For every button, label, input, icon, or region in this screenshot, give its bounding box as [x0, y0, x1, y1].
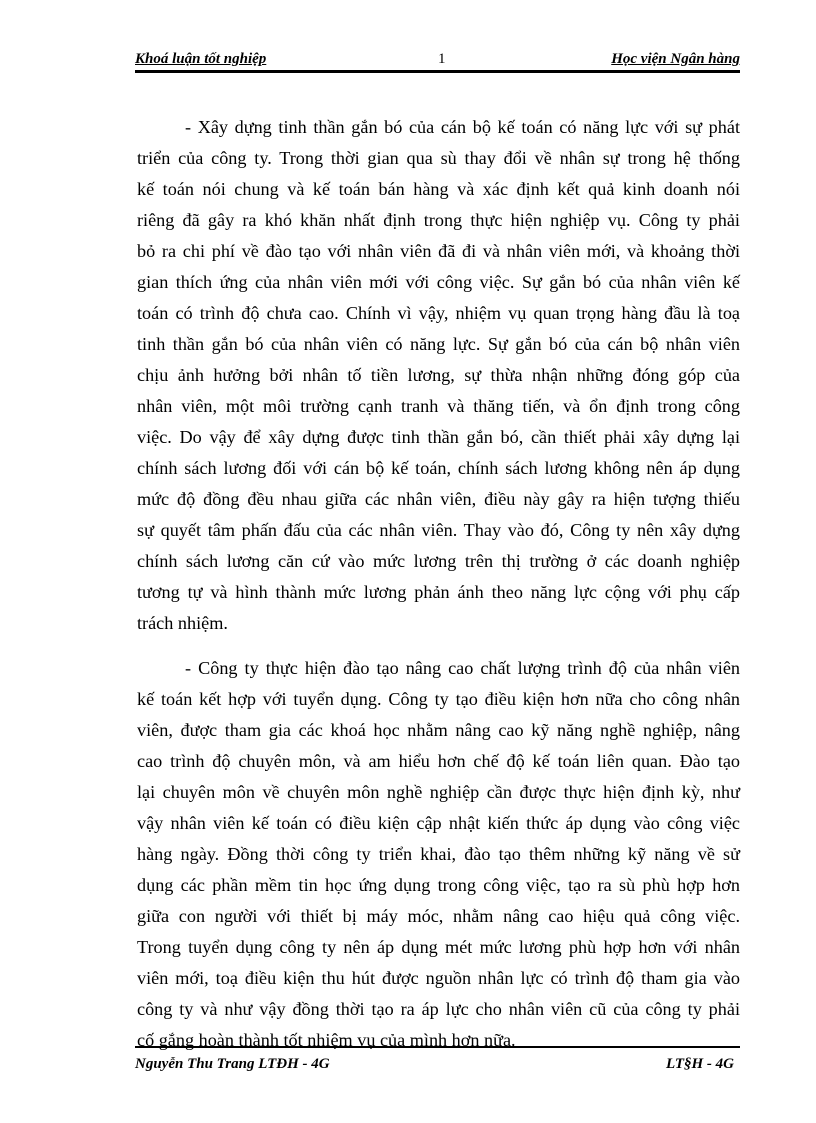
text-line: kế toán kết hợp với tuyển dụng. Công ty tạo điều kiện hơn nữa cho công nhân [137, 689, 740, 709]
text-line: giữa con người với thiết bị máy móc, nhằm nâng cao hiệu quả công việc. [137, 906, 740, 926]
text-line: viên, được tham gia các khoá học nhằm nâng cao kỹ năng nghề nghiệp, nâng [137, 720, 740, 740]
header-institution: Học viện Ngân hàng [611, 51, 740, 67]
paragraph [137, 653, 740, 1056]
text-line: triển của công ty. Trong thời gian qua sù thay đổi về nhân sự trong hệ thống [137, 148, 740, 168]
text-line: cố gắng hoàn thành tốt nhiệm vụ của mình hơn nữa. [137, 1030, 516, 1050]
text-line: - Xây dựng tinh thần gắn bó của cán bộ kế toán có năng lực với sự phát [185, 117, 740, 137]
paragraph [137, 112, 740, 639]
text-line: chính sách lương căn cứ vào mức lương trên thị trường ở các doanh nghiệp [137, 551, 740, 571]
text-line: chính sách lương đối với cán bộ kế toán, chính sách lương không nên áp dụng [137, 458, 740, 478]
text-line: tương tự và hình thành mức lương phản ánh theo năng lực cộng với phụ cấp [137, 582, 740, 602]
page-number: 1 [438, 51, 446, 67]
text-line: dụng các phần mềm tin học ứng dụng trong công việc, tạo ra sù phù hợp hơn [137, 875, 740, 895]
text-line: Trong tuyển dụng công ty nên áp dụng mét mức lương phù hợp hơn với nhân [137, 937, 740, 957]
page-header [135, 46, 740, 73]
text-line: sự quyết tâm phấn đấu của các nhân viên. Thay vào đó, Công ty nên xây dựng [137, 520, 740, 540]
text-line: việc. Do vậy để xây dựng được tinh thần gắn bó, cần thiết phải xây dựng lại [137, 427, 740, 447]
text-line: hàng ngày. Đồng thời công ty triển khai, đào tạo thêm những kỹ năng về sử [137, 844, 740, 864]
text-line: kế toán nói chung và kế toán bán hàng và xác định kết quả kinh doanh nói [137, 179, 740, 199]
document-body [137, 112, 740, 1056]
text-line: chịu ảnh hưởng bởi nhân tố tiền lương, sự thừa nhận những đóng góp của [137, 365, 740, 385]
text-line: vậy nhân viên kế toán có điều kiện cập nhật kiến thức áp dụng vào công việc [137, 813, 740, 833]
text-line: viên mới, toạ điều kiện thu hút được nguồn nhân lực có trình độ tham gia vào [137, 968, 740, 988]
page-footer [135, 1046, 740, 1072]
text-line: bỏ ra chi phí về đào tạo với nhân viên đã đi và nhân viên mới, và khoảng thời [137, 241, 740, 261]
text-line: lại chuyên môn về chuyên môn nghề nghiệp cần được thực hiện định kỳ, như [137, 782, 740, 802]
footer-author: Nguyễn Thu Trang LTĐH - 4G [135, 1056, 330, 1072]
text-line: nhân viên, một môi trường cạnh tranh và thăng tiến, và ổn định trong công [137, 396, 740, 416]
text-line: toán có trình độ chưa cao. Chính vì vậy, nhiệm vụ quan trọng hàng đầu là toạ [137, 303, 740, 323]
text-line: mức độ đồng đều nhau giữa các nhân viên, điều này gây ra hiện tượng thiếu [137, 489, 740, 509]
footer-class: LT§H - 4G [665, 1056, 734, 1072]
text-line: trách nhiệm. [137, 613, 228, 633]
text-line: cao trình độ chuyên môn, và am hiểu hơn chế độ kế toán liên quan. Đào tạo [137, 751, 740, 771]
text-line: riêng đã gây ra khó khăn nhất định trong thực hiện nghiệp vụ. Công ty phải [137, 210, 740, 230]
text-line: - Công ty thực hiện đào tạo nâng cao chất lượng trình độ của nhân viên [185, 658, 740, 678]
header-thesis-title: Khoá luận tốt nghiệp [135, 51, 267, 67]
text-line: gian thích ứng của nhân viên mới với công việc. Sự gắn bó của nhân viên kế [137, 272, 740, 292]
text-line: tinh thần gắn bó của nhân viên có năng lực. Sự gắn bó của cán bộ nhân viên [137, 334, 740, 354]
text-line: công ty và như vậy đồng thời tạo ra áp lực cho nhân viên cũ của công ty phải [137, 999, 740, 1019]
